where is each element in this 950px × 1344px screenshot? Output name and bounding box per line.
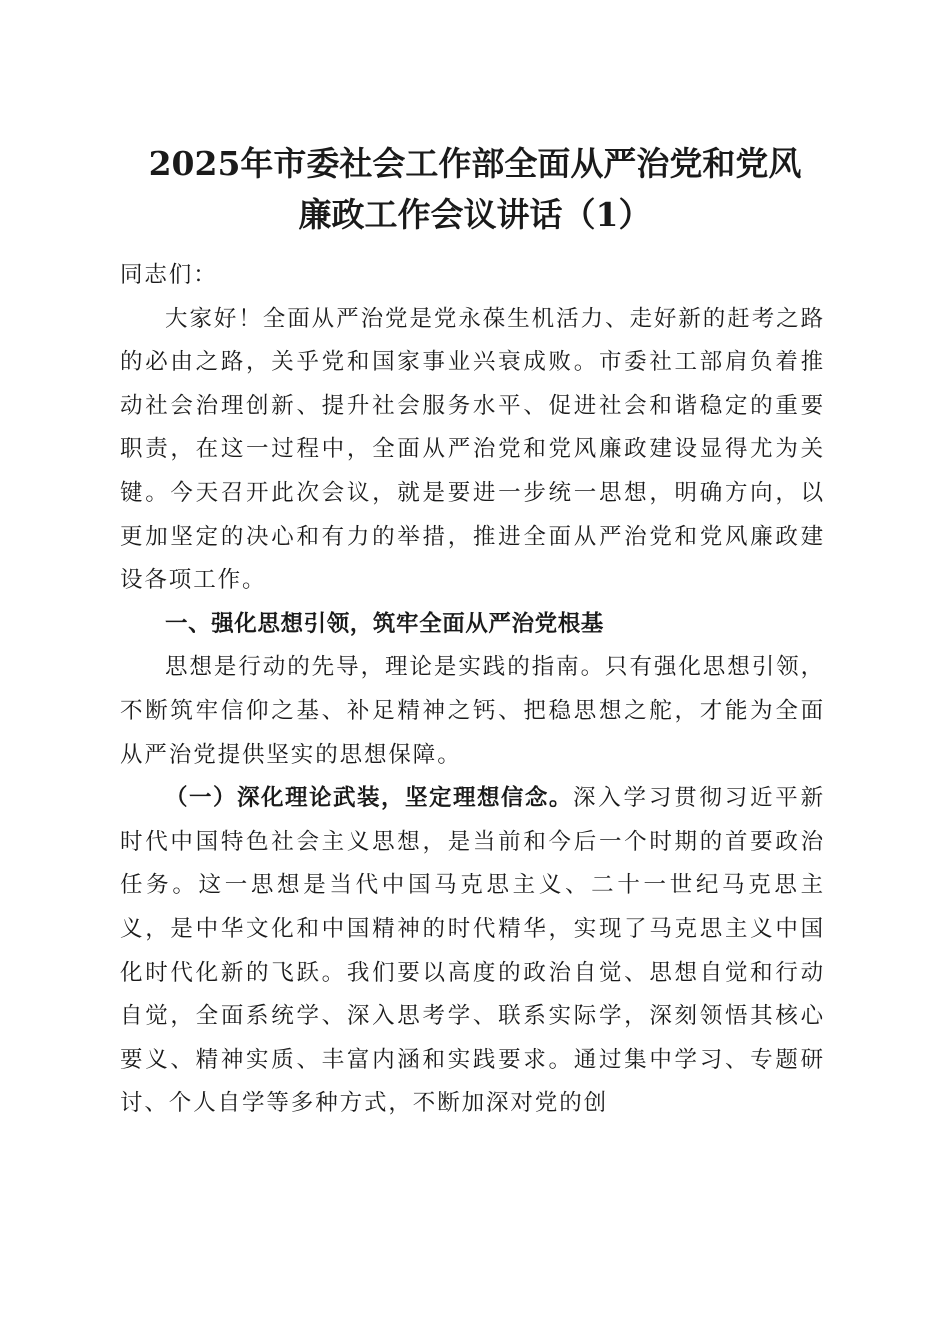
salutation: 同志们： — [120, 262, 218, 288]
intro-paragraph: 大家好！全面从严治党是党永葆生机活力、走好新的赶考之路的必由之路，关乎党和国家事业兴衰成败。市委社工部肩负着推动社会治理创新、提升社会服务水平、促进社会和谐稳定的重要职责，在这一过程中，全面从严治党和党风廉政建设显得尤为关键。今天召开此次会议，就是要进一步统一思想，明确方向，以更加坚定的决心和有力的举措，推进全面从严治党和党风廉政建设各项工作。 — [120, 305, 825, 594]
subsection-1-heading: （一）深化理论武装，坚定理想信念。 — [165, 785, 573, 812]
section-1-paragraph: 思想是行动的先导，理论是实践的指南。只有强化思想引领，不断筑牢信仰之基、补足精神之钙、把稳思想之舵，才能为全面从严治党提供坚实的思想保障。 — [120, 654, 825, 768]
title-line-2: 廉政工作会议讲话（1） — [298, 195, 652, 234]
subsection-1-paragraph — [120, 777, 825, 1126]
document-title — [120, 138, 830, 240]
subsection-1-text: 深入学习贯彻习近平新时代中国特色社会主义思想，是当前和今后一个时期的首要政治任务。这一思想是当代中国马克思主义、二十一世纪马克思主义，是中华文化和中国精神的时代精华，实现了马克思主义中国化时代化新的飞跃。我们要以高度的政治自觉、思想自觉和行动自觉，全面系统学、深入思考学、联系实际学，深刻领悟其核心要义、精神实质、丰富内涵和实践要求。通过集中学习、专题研讨、个人自学等多种方式，不断加深对党的创 — [120, 785, 825, 1117]
title-line-1: 2025年市委社会工作部全面从严治党和党风 — [148, 144, 802, 183]
document-body — [120, 254, 825, 1126]
section-1-heading: 一、强化思想引领，筑牢全面从严治党根基 — [165, 610, 604, 637]
